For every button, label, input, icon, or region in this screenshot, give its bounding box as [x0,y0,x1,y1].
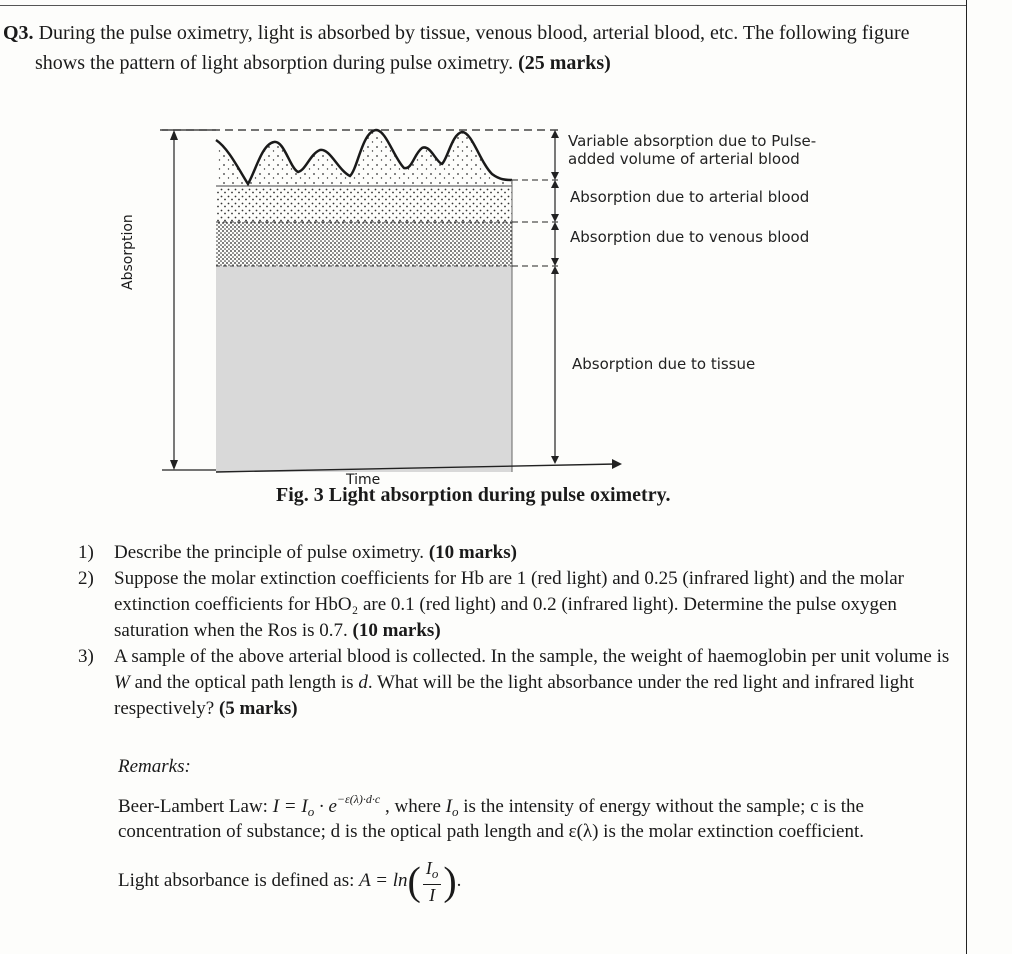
y-axis-label: Absorption [120,214,136,290]
item-marks: (10 marks) [352,620,441,641]
beer-rest: is the intensity of energy without the sample; c is the [458,796,864,817]
item-text-b: and the optical path length is [129,672,359,693]
question-items [78,540,966,722]
question-header [3,18,958,78]
io-symbol: I [445,796,452,817]
question-line2: shows the pattern of light absorption during pulse oximetry. [35,52,514,74]
beer-where: , where [380,796,446,817]
beer-prefix: Beer-Lambert Law: [118,796,273,817]
label-pulse-line1: Variable absorption due to Pulse- [568,132,817,150]
absorb-lhs: A = ln [359,869,408,891]
item-text-c: . What will be the light absorbance under the red light and infrared light respectively? [114,672,915,719]
item-marks: (5 marks) [218,698,298,719]
absorb-prefix: Light absorbance is defined as: [118,869,360,891]
label-pulse-line2: added volume of arterial blood [568,150,800,168]
figure-caption-text: Fig. 3 Light absorption during pulse oximetry. [276,484,671,506]
label-pulse [568,132,816,168]
right-border [966,0,967,954]
question-number: Q3. [3,22,34,44]
absorb-fraction [423,858,442,905]
formula-exponent: −ε(λ)·d·c [336,792,381,806]
absorb-end: . [456,869,462,891]
absorbance-line: Light absorbance is defined as: A = ln( $\frac{I_o}{I}$ ). [118,858,462,905]
formula-sub-o: o [307,804,315,819]
item-text: Suppose the molar extinction coefficients for Hb are 1 (red light) and 0.25 (infrared light) and the molar extinction coefficients for HbO₂ are 0.1 (red light) and 0.2 (infrared light). Determine the pulse oxygen saturation when the Ros is 0.7. [114,568,905,641]
list-item [78,644,966,722]
item-number: 1) [78,542,94,563]
io-sub: o [451,804,459,819]
x-axis-label: Time [346,472,381,488]
item-text: Describe the principle of pulse oximetry. [114,542,425,563]
list-item [78,540,966,566]
item-number: 3) [78,646,94,667]
question-line2-wrap [3,48,958,78]
question-line1: During the pulse oximetry, light is absorbed by tissue, venous blood, arterial blood, etc. The following figure [38,22,910,44]
item-marks: (10 marks) [428,542,517,563]
var-d: d [358,672,368,693]
figure-caption [276,484,671,507]
list-item [78,566,966,644]
question-marks: (25 marks) [518,52,611,74]
remarks-title: Remarks: [118,756,191,777]
label-tissue: Absorption due to tissue [572,355,756,373]
venous-region [216,222,512,266]
var-w: W [114,672,130,693]
label-arterial: Absorption due to arterial blood [570,188,810,206]
item-number: 2) [78,568,94,589]
label-venous: Absorption due to venous blood [570,228,810,246]
item-text-a: A sample of the above arterial blood is collected. In the sample, the weight of haemoglobin per unit volume is [114,646,950,667]
formula-lhs: I = I [272,796,308,817]
frac-den: I [429,885,436,905]
tissue-region [216,266,512,472]
frac-num: I [425,858,432,878]
frac-num-sub: o [431,866,439,881]
absorption-figure [150,118,850,518]
arterial-region [216,186,512,222]
formula-mid: · e [314,796,337,817]
remark-line2: concentration of substance; d is the optical path length and ε(λ) is the molar extinction coefficient. [118,821,865,842]
top-border [0,5,967,6]
